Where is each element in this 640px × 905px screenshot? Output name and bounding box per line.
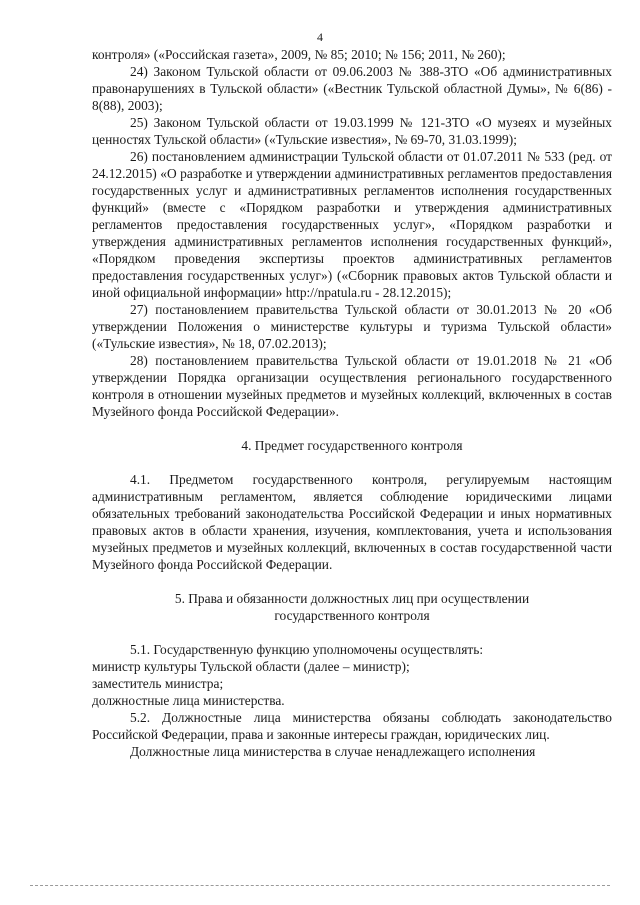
scan-edge-line — [30, 885, 610, 886]
list-item: должностные лица министерства. — [92, 693, 285, 708]
list-item-24: 24) Законом Тульской области от 09.06.2003 № 388-ЗТО «Об административных правонарушениях в Тульской области» («Вестник Тульской областной Думы», № 6(86) - 8(88), 2003); — [92, 64, 612, 113]
list-item: заместитель министра; — [92, 676, 224, 691]
spacer — [92, 573, 612, 590]
spacer — [92, 624, 612, 641]
section-4-text: 4.1. Предметом государственного контроля, регулируемым настоящим административным регламентом, является соблюдение юридическими лицами обязательных требований законодательства Российской Федерации и иных нормативных правовых актов в области хранения, изучения, комплектования, учета и использования музейных предметов и музейных коллекций, включенных в состав государственной части Музейного фонда Российской Федерации. — [92, 472, 612, 572]
list-item-27: 27) постановлением правительства Тульской области от 30.01.2013 № 20 «Об утверждении Положения о министерстве культуры и туризма Тульской области» («Тульские известия», № 18, 07.02.2013); — [92, 302, 612, 351]
section-5-paragraph: Должностные лица министерства в случае ненадлежащего исполнения — [130, 744, 536, 759]
spacer — [92, 454, 612, 471]
paragraph-continuation: контроля» («Российская газета», 2009, № 85; 2010; № 156; 2011, № 260); — [92, 47, 506, 62]
list-item-26: 26) постановлением администрации Тульской области от 01.07.2011 № 533 (ред. от 24.12.2015) «О разработке и утверждении административных регламентов предоставления государственных услуг и административных регламентов исполнения государственных функций» (вместе с «Порядком разработки и утверждения административных регламентов предоставления государственных услуг», «Порядком разработки и утверждения административных регламентов исполнения государственных функций», «Порядком проведения экспертизы проектов административных регламентов предоставления государственных услуг») («Сборник правовых актов Тульской области и иной официальной информации» http://npatula.ru - 28.12.2015); — [92, 149, 612, 300]
list-item-25: 25) Законом Тульской области от 19.03.1999 № 121-ЗТО «О музеях и музейных ценностях Тульской области» («Тульские известия», № 69-70, 31.03.1999); — [92, 115, 612, 147]
section-5-1: 5.1. Государственную функцию уполномочены осуществлять: — [130, 642, 484, 657]
list-item-28: 28) постановлением правительства Тульской области от 19.01.2018 № 21 «Об утверждении Порядка организации осуществления регионального государственного контроля в отношении музейных предметов и музейных коллекций, включенных в состав Музейного фонда Российской Федерации». — [92, 353, 612, 419]
section-4-heading: 4. Предмет государственного контроля — [241, 438, 463, 453]
section-5-heading-line1: 5. Права и обязанности должностных лиц при осуществлении — [174, 591, 530, 606]
list-item: министр культуры Тульской области (далее – министр); — [92, 659, 410, 674]
document-body — [92, 46, 612, 760]
section-5-2: 5.2. Должностные лица министерства обязаны соблюдать законодательство Российской Федерации, права и законные интересы граждан, юридических лиц. — [92, 710, 612, 742]
page-number: 4 — [317, 30, 323, 44]
section-5-heading-line2: государственного контроля — [274, 608, 430, 623]
spacer — [92, 420, 612, 437]
